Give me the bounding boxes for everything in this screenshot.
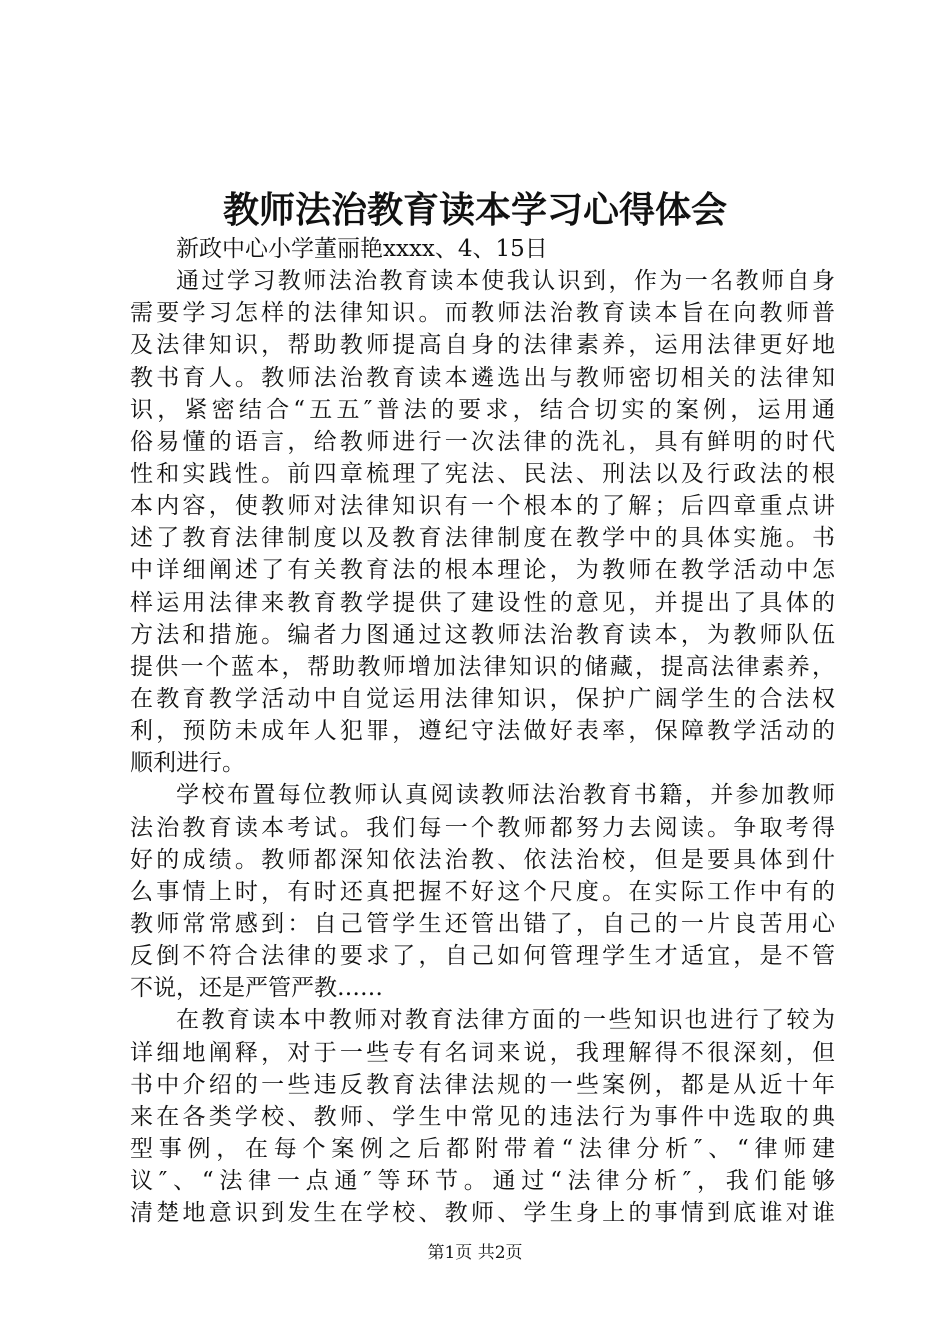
text-line: 在教育教学活动中自觉运用法律知识，保护广阔学生的合法权	[130, 685, 835, 712]
text-line: 述了教育法律制度以及教育法律制度在教学中的具体实施。书	[130, 525, 835, 552]
text-line: 及法律知识，帮助教师提高自身的法律素养，运用法律更好地	[130, 332, 835, 359]
text-line: 识，紧密结合“五五″普法的要求，结合切实的案例，运用通	[130, 396, 835, 423]
text-line: 性和实践性。前四章梳理了宪法、民法、刑法以及行政法的根	[130, 460, 835, 487]
text-line: 议″、“法律一点通″等环节。通过“法律分析″，我们能够	[130, 1168, 835, 1195]
text-line: 来在各类学校、教师、学生中常见的违法行为事件中选取的典	[130, 1103, 835, 1130]
text-line: 样运用法律来教育教学提供了建设性的意见，并提出了具体的	[130, 589, 835, 616]
text-line: 反倒不符合法律的要求了，自己如何管理学生才适宜，是不管	[130, 943, 835, 970]
text-line: 中详细阐述了有关教育法的根本理论，为教师在教学活动中怎	[130, 557, 835, 584]
text-line: 本内容，使教师对法律知识有一个根本的了解；后四章重点讲	[130, 493, 835, 520]
text-line: 法治教育读本考试。我们每一个教师都努力去阅读。争取考得	[130, 814, 835, 841]
text-line: 不说，还是严管严教……	[130, 975, 383, 1002]
text-line: 教书育人。教师法治教育读本遴选出与教师密切相关的法律知	[130, 364, 835, 391]
text-line: 顺利进行。	[130, 750, 245, 777]
text-line: 详细地阐释，对于一些专有名词来说，我理解得不很深刻，但	[130, 1039, 835, 1066]
text-line: 俗易懂的语言，给教师进行一次法律的洗礼，具有鲜明的时代	[130, 428, 835, 455]
text-line: 需要学习怎样的法律知识。而教师法治教育读本旨在向教师普	[130, 300, 835, 327]
text-line: 么事情上时，有时还真把握不好这个尺度。在实际工作中有的	[130, 878, 835, 905]
text-line: 方法和措施。编者力图通过这教师法治教育读本，为教师队伍	[130, 621, 835, 648]
text-line: 教师常常感到：自己管学生还管出错了，自己的一片良苦用心	[130, 910, 835, 937]
text-line: 清楚地意识到发生在学校、教师、学生身上的事情到底谁对谁	[130, 1200, 835, 1227]
text-line: 好的成绩。教师都深知依法治教、依法治校，但是要具体到什	[130, 846, 835, 873]
text-line: 型事例，在每个案例之后都附带着“法律分析″、“律师建	[130, 1135, 835, 1162]
document-body	[130, 233, 835, 1229]
text-line: 提供一个蓝本，帮助教师增加法律知识的储藏，提高法律素养，	[130, 653, 835, 680]
text-line: 新政中心小学董丽艳xxxx、4、15日	[176, 236, 548, 262]
page-footer: 第1页 共2页	[427, 1243, 523, 1263]
document-title: 教师法治教育读本学习心得体会	[222, 189, 727, 231]
text-line: 在教育读本中教师对教育法律方面的一些知识也进行了较为	[176, 1007, 835, 1034]
text-line: 利，预防未成年人犯罪，遵纪守法做好表率，保障教学活动的	[130, 718, 835, 745]
text-line: 书中介绍的一些违反教育法律法规的一些案例，都是从近十年	[130, 1071, 835, 1098]
text-line: 学校布置每位教师认真阅读教师法治教育书籍，并参加教师	[176, 782, 835, 809]
text-line: 通过学习教师法治教育读本使我认识到，作为一名教师自身	[176, 268, 835, 295]
